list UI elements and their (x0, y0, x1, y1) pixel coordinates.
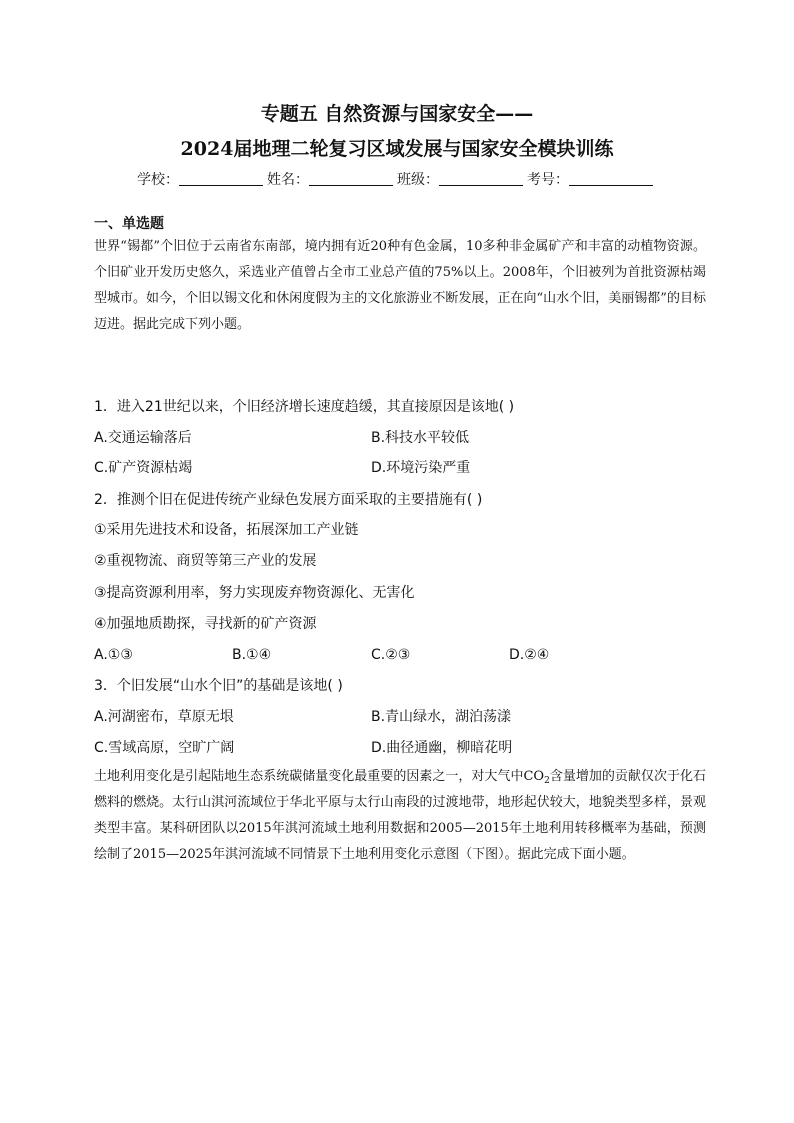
subtitle-year: 2024 (180, 138, 234, 160)
student-info-line (0, 170, 794, 190)
page-subtitle (0, 136, 794, 162)
q2-option-d[interactable]: D.②④ (509, 647, 550, 663)
q2-option-b[interactable]: B.①④ (232, 647, 272, 663)
subtitle-text: 届地理二轮复习区域发展与国家安全模块训练 (233, 138, 614, 160)
q1-option-b[interactable]: B.科技水平较低 (371, 430, 470, 446)
q1-option-d[interactable]: D.环境污染严重 (371, 460, 471, 476)
material2-part2: 含量增加的贡献仅次于化石燃料的燃烧。太行山淇河流域位于华北平原与太行山南段的过渡地带，地形起伏较大，地貌类型多样，景观类型丰富。某科研团队以2015年淇河流域土地利用数据和2005—2015年土地利用转移概率为基础，预测绘制了2015—2025年淇河流域不同情景下土地利用变化示意图（下图）。据此完成下面小题。 (94, 769, 706, 862)
question-2-stem: 2．推测个旧在促进传统产业绿色发展方面采取的主要措施有( ) (94, 492, 483, 508)
q2-statement-4: ④加强地质勘探，寻找新的矿产资源 (94, 616, 317, 632)
q2-statement-2: ②重视物流、商贸等第三产业的发展 (94, 553, 317, 569)
name-label: 姓名： (267, 172, 309, 188)
q2-statement-3: ③提高资源利用率，努力实现废弃物资源化、无害化 (94, 585, 415, 601)
co2-subscript: 2 (544, 776, 550, 786)
q3-option-c[interactable]: C.雪域高原，空旷广阔 (94, 740, 235, 756)
class-blank[interactable] (439, 171, 523, 186)
material2-part1: 土地利用变化是引起陆地生态系统碳储量变化最重要的因素之一，对大气中CO (94, 769, 545, 784)
name-blank[interactable] (309, 171, 393, 186)
material-paragraph-2 (94, 764, 706, 868)
q3-option-d[interactable]: D.曲径通幽，柳暗花明 (371, 740, 513, 756)
q3-option-b[interactable]: B.青山绿水，湖泊荡漾 (371, 709, 512, 725)
q2-statement-1: ①采用先进技术和设备，拓展深加工产业链 (94, 522, 359, 538)
q2-option-c[interactable]: C.②③ (371, 647, 411, 663)
material-paragraph-1: 世界“锡都”个旧位于云南省东南部，境内拥有近20种有色金属，10多种非金属矿产和丰富的动植物资源。个旧矿业开发历史悠久，采选业产值曾占全市工业总产值的75%以上。2008年，个旧被列为首批资源枯竭型城市。如今，个旧以锡文化和休闲度假为主的文化旅游业不断发展，正在向“山水个旧，美丽锡都”的目标迈进。据此完成下列小题。 (94, 239, 706, 332)
section-heading: 一、单选题 (94, 216, 164, 232)
school-label: 学校： (137, 172, 179, 188)
class-label: 班级： (397, 172, 439, 188)
q1-option-c[interactable]: C.矿产资源枯竭 (94, 460, 193, 476)
school-blank[interactable] (179, 171, 263, 186)
page-title: 专题五 自然资源与国家安全—— (260, 103, 534, 125)
question-1-stem: 1．进入21世纪以来，个旧经济增长速度趋缓，其直接原因是该地( ) (94, 399, 515, 415)
question-3-stem: 3．个旧发展“山水个旧”的基础是该地( ) (94, 678, 343, 694)
q3-option-a[interactable]: A.河湖密布，草原无垠 (94, 709, 234, 725)
q2-option-a[interactable]: A.①③ (94, 647, 133, 663)
exam-number-blank[interactable] (569, 171, 653, 186)
q1-option-a[interactable]: A.交通运输落后 (94, 430, 192, 446)
exam-number-label: 考号： (527, 172, 569, 188)
